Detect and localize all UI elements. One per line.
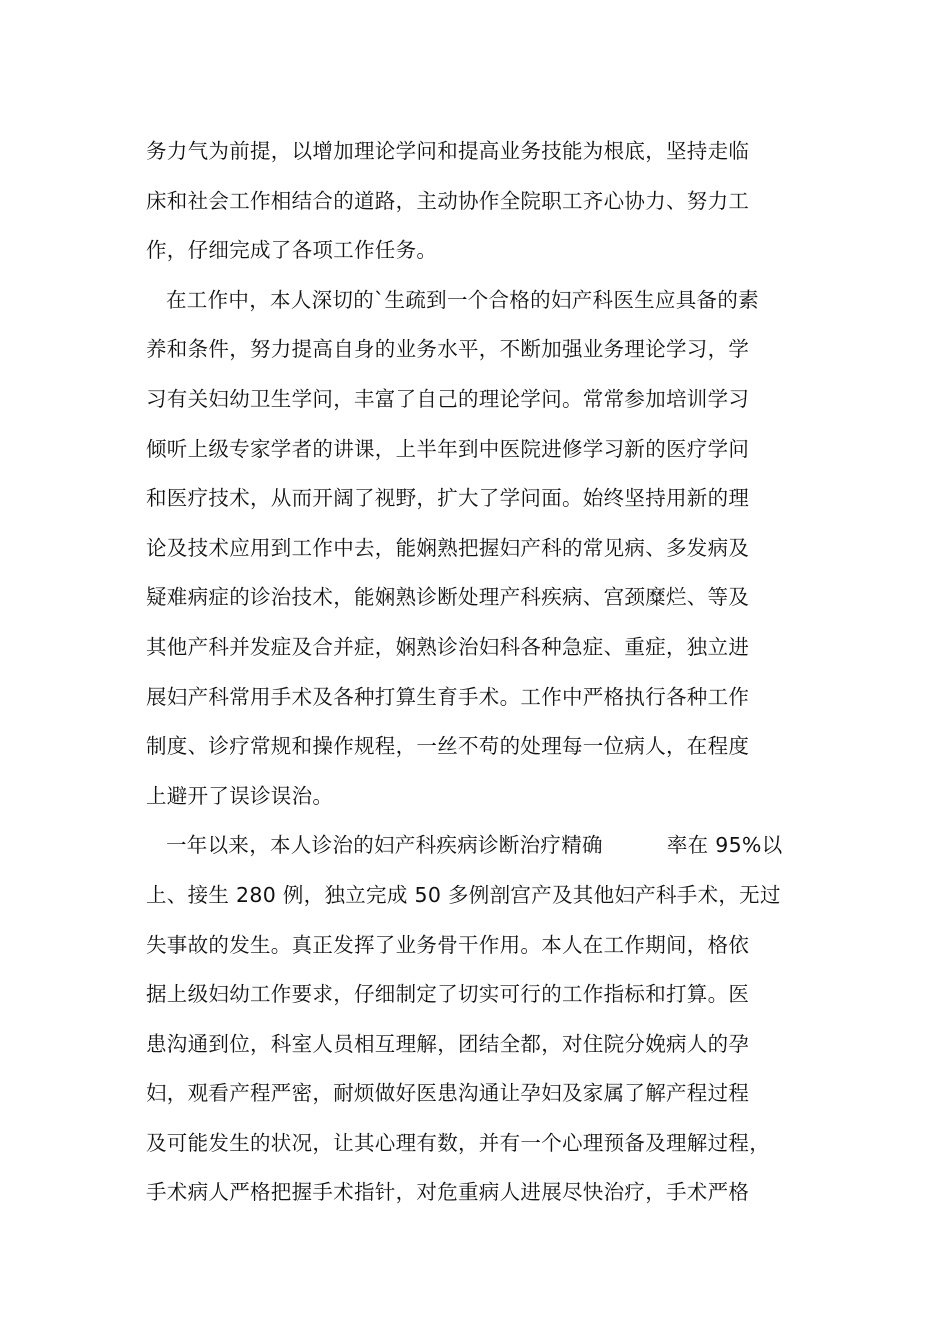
- document-body: [146, 127, 836, 1218]
- text-line: 手术病人严格把握手术指针，对危重病人进展尽快治疗，手术严格: [146, 1180, 750, 1205]
- paragraph-start-line: 在工作中，本人深切的`生疏到一个合格的妇产科医生应具备的素: [166, 287, 759, 312]
- text-line: 务力气为前提，以增加理论学问和提高业务技能为根底，坚持走临: [146, 139, 750, 163]
- text-line: 床和社会工作相结合的道路，主动协作全院职工齐心协力、努力工: [146, 188, 750, 213]
- text-line: 失事故的发生。真正发挥了业务骨干作用。本人在工作期间，格依: [146, 932, 750, 957]
- paragraph-start-line: [146, 821, 836, 871]
- text-line: 上避开了误诊误治。: [146, 783, 334, 808]
- text-segment: 率在 95%以: [666, 833, 783, 858]
- text-line: 据上级妇幼工作要求，仔细制定了切实可行的工作指标和打算。医: [146, 982, 750, 1007]
- text-line: 制度、诊疗常规和操作规程，一丝不苟的处理每一位病人，在程度: [146, 734, 750, 759]
- text-segment: 一年以来，本人诊治的妇产科疾病诊断治疗精确: [166, 833, 603, 858]
- text-line: 上、接生 280 例，独立完成 50 多例剖宫产及其他妇产科手术，无过: [146, 882, 781, 907]
- text-line: 妇，观看产程严密，耐烦做好医患沟通让孕妇及家属了解产程过程: [146, 1081, 750, 1106]
- text-line: 及可能发生的状况，让其心理有数，并有一个心理预备及理解过程，: [146, 1130, 770, 1155]
- text-line: 养和条件，努力提高自身的业务水平，不断加强业务理论学习，学: [146, 337, 750, 362]
- text-line: 其他产科并发症及合并症，娴熟诊治妇科各种急症、重症，独立进: [146, 634, 750, 659]
- text-line: 展妇产科常用手术及各种打算生育手术。工作中严格执行各种工作: [146, 684, 750, 709]
- text-line: 患沟通到位，科室人员相互理解，团结全都，对住院分娩病人的孕: [146, 1031, 750, 1056]
- text-line: 习有关妇幼卫生学问，丰富了自己的理论学问。常常参加培训学习: [146, 386, 750, 411]
- text-line: 疑难病症的诊治技术，能娴熟诊断处理产科疾病、宫颈糜烂、等及: [146, 585, 750, 610]
- text-line: 倾听上级专家学者的讲课，上半年到中医院进修学习新的医疗学问: [146, 436, 750, 461]
- text-line: 作，仔细完成了各项工作任务。: [146, 238, 438, 263]
- text-line: 论及技术应用到工作中去，能娴熟把握妇产科的常见病、多发病及: [146, 535, 750, 560]
- text-line: 和医疗技术，从而开阔了视野，扩大了学问面。始终坚持用新的理: [146, 486, 750, 511]
